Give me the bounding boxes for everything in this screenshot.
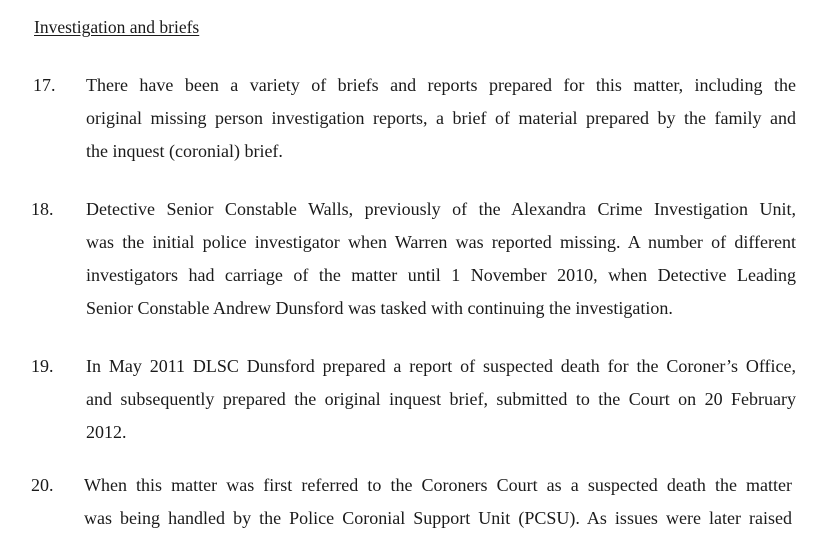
paragraph-number: 17. xyxy=(33,75,56,95)
paragraph-line: There have been a variety of briefs and reports prepared for this matter, including the xyxy=(86,75,796,95)
paragraph-line: original missing person investigation reports, a brief of material prepared by the family and xyxy=(86,108,796,128)
section-heading: Investigation and briefs xyxy=(34,17,200,37)
paragraph-line: was the initial police investigator when Warren was reported missing. A number of different xyxy=(86,232,796,252)
paragraph-line: investigators had carriage of the matter until 1 November 2010, when Detective Leading xyxy=(86,265,796,285)
paragraph-line: was being handled by the Police Coronial Support Unit (PCSU). As issues were later raised xyxy=(84,508,792,528)
paragraph-number: 19. xyxy=(31,356,54,376)
paragraph-line: and subsequently prepared the original inquest brief, submitted to the Court on 20 February xyxy=(86,389,796,409)
paragraph-number: 20. xyxy=(31,475,54,495)
paragraph-number: 18. xyxy=(31,199,54,219)
paragraph-line: Detective Senior Constable Walls, previously of the Alexandra Crime Investigation Unit, xyxy=(86,199,796,219)
paragraph-line: Senior Constable Andrew Dunsford was tasked with continuing the investigation. xyxy=(86,298,673,318)
paragraph-line: 2012. xyxy=(86,422,127,442)
paragraph-line: In May 2011 DLSC Dunsford prepared a report of suspected death for the Coroner’s Office, xyxy=(86,356,796,376)
paragraph-line: the inquest (coronial) brief. xyxy=(86,141,283,161)
paragraph-line: When this matter was first referred to the Coroners Court as a suspected death the matter xyxy=(84,475,792,495)
